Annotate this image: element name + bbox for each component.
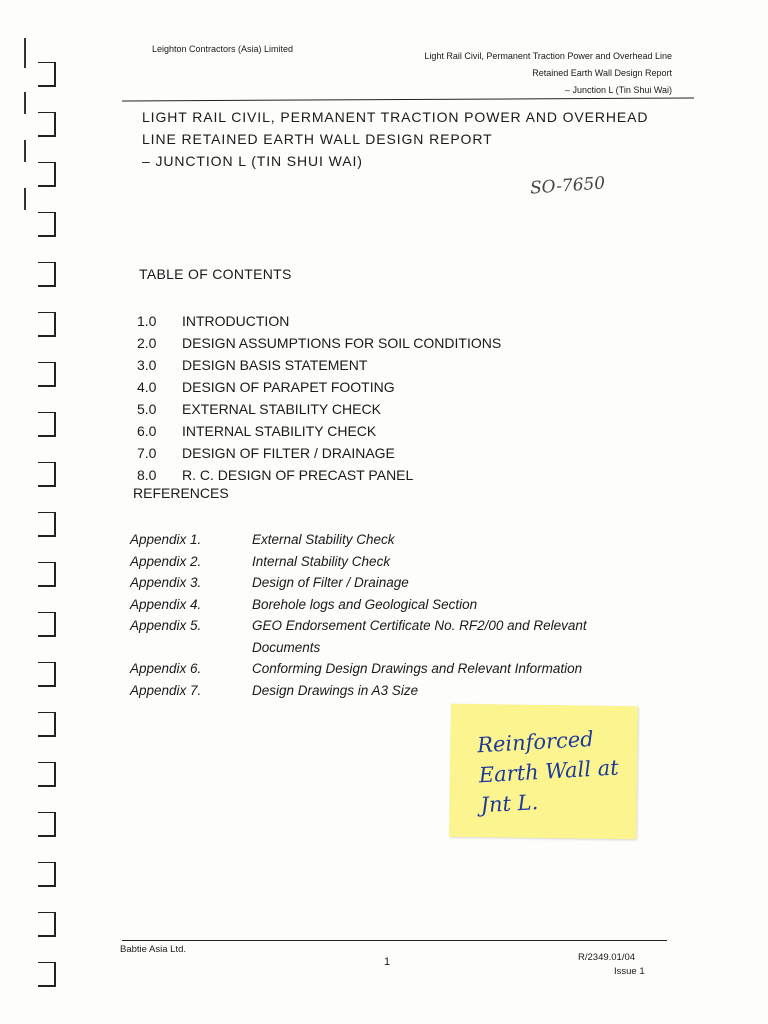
appendix-item (130, 615, 642, 658)
appendix-item (130, 658, 642, 680)
header-right (424, 48, 672, 99)
footer-company: Babtie Asia Ltd. (120, 944, 187, 955)
binder-ring (38, 862, 56, 887)
binder-ring (38, 412, 56, 437)
toc-text: DESIGN OF PARAPET FOOTING (182, 379, 395, 395)
toc-number: 1.0 (137, 313, 157, 329)
header-company: Leighton Contractors (Asia) Limited (152, 44, 294, 54)
header-right-line-2: Retained Earth Wall Design Report (532, 68, 672, 78)
issue-number: Issue 1 (614, 966, 645, 977)
binder-ring (38, 262, 56, 287)
toc-item (137, 332, 501, 354)
appendix-label: Appendix 7. (130, 682, 202, 698)
appendix-item (130, 551, 642, 573)
appendix-item (130, 572, 642, 594)
appendix-text: Borehole logs and Geological Section (252, 596, 478, 612)
appendix-item (130, 680, 642, 702)
title-line-3: – JUNCTION L (TIN SHUI WAI) (142, 153, 363, 169)
binder-ring (38, 112, 56, 137)
binder-ring (38, 312, 56, 337)
binder-ring (38, 812, 56, 837)
appendix-label: Appendix 6. (130, 661, 202, 676)
appendix-item (130, 529, 642, 551)
binder-ring (38, 512, 56, 537)
header-right-line-1: Light Rail Civil, Permanent Traction Power and Overhead Line (424, 51, 672, 61)
binder-ring (38, 212, 56, 237)
binder-line (24, 92, 26, 114)
references-heading: REFERENCES (133, 485, 229, 501)
toc-heading: TABLE OF CONTENTS (139, 266, 292, 282)
appendix-label: Appendix 1. (130, 532, 202, 547)
toc-text: DESIGN OF FILTER / DRAINAGE (182, 445, 395, 461)
toc-item (137, 464, 501, 486)
toc-text: INTERNAL STABILITY CHECK (182, 423, 377, 439)
binder-ring (38, 762, 56, 787)
toc-text: DESIGN BASIS STATEMENT (182, 357, 368, 373)
toc-item (137, 376, 501, 398)
binder-ring (38, 612, 56, 637)
toc-number: 7.0 (137, 445, 157, 461)
appendix-list (130, 529, 642, 701)
toc-list (137, 310, 501, 486)
footer-rule (122, 940, 667, 941)
toc-text: DESIGN ASSUMPTIONS FOR SOIL CONDITIONS (182, 335, 502, 351)
binder-line (24, 38, 26, 68)
appendix-label: Appendix 3. (130, 575, 202, 590)
toc-number: 2.0 (137, 335, 157, 351)
appendix-text: External Stability Check (252, 532, 395, 547)
binder-ring (38, 62, 56, 87)
appendix-item (130, 594, 642, 616)
toc-item (137, 442, 501, 464)
document-ref: R/2349.01/04 (578, 952, 636, 963)
appendix-label: Appendix 5. (130, 618, 202, 633)
toc-number: 5.0 (137, 401, 157, 417)
binder-ring (38, 162, 56, 187)
toc-item (137, 310, 501, 332)
sticky-note (449, 704, 638, 840)
toc-text: EXTERNAL STABILITY CHECK (182, 401, 381, 417)
appendix-text: Conforming Design Drawings and Relevant Information (252, 661, 583, 676)
binder-ring (38, 362, 56, 387)
toc-number: 3.0 (137, 357, 157, 373)
title-line-1: LIGHT RAIL CIVIL, PERMANENT TRACTION POWER AND OVERHEAD (142, 109, 649, 125)
handwritten-code: SO-7650 (529, 173, 606, 199)
binder-ring (38, 912, 56, 937)
appendix-text: Internal Stability Check (252, 553, 391, 569)
appendix-text: GEO Endorsement Certificate No. RF2/00 and Relevant Documents (252, 618, 587, 655)
appendix-text: Design of Filter / Drainage (252, 575, 409, 590)
page-number: 1 (384, 956, 391, 968)
sticky-note-text: Reinforced Earth Wall at Jnt L. (476, 726, 620, 818)
toc-item (137, 354, 501, 376)
appendix-label: Appendix 4. (130, 596, 202, 612)
binder-ring (38, 462, 56, 487)
appendix-text: Design Drawings in A3 Size (252, 682, 419, 698)
toc-text: INTRODUCTION (182, 313, 290, 329)
toc-text: R. C. DESIGN OF PRECAST PANEL (182, 467, 414, 483)
binder-ring (38, 962, 56, 987)
toc-number: 4.0 (137, 379, 157, 395)
toc-item (137, 420, 501, 442)
report-title (142, 106, 648, 172)
header-right-line-3: – Junction L (Tin Shui Wai) (564, 85, 672, 95)
binder-line (24, 140, 26, 162)
binder-line (24, 188, 26, 210)
binder-ring (38, 712, 56, 737)
toc-item (137, 398, 501, 420)
toc-number: 6.0 (137, 423, 157, 439)
toc-number: 8.0 (137, 467, 157, 483)
binder-ring (38, 662, 56, 687)
title-line-2: LINE RETAINED EARTH WALL DESIGN REPORT (142, 131, 493, 147)
header-rule (122, 98, 694, 102)
binder-ring (38, 562, 56, 587)
appendix-label: Appendix 2. (130, 553, 202, 569)
